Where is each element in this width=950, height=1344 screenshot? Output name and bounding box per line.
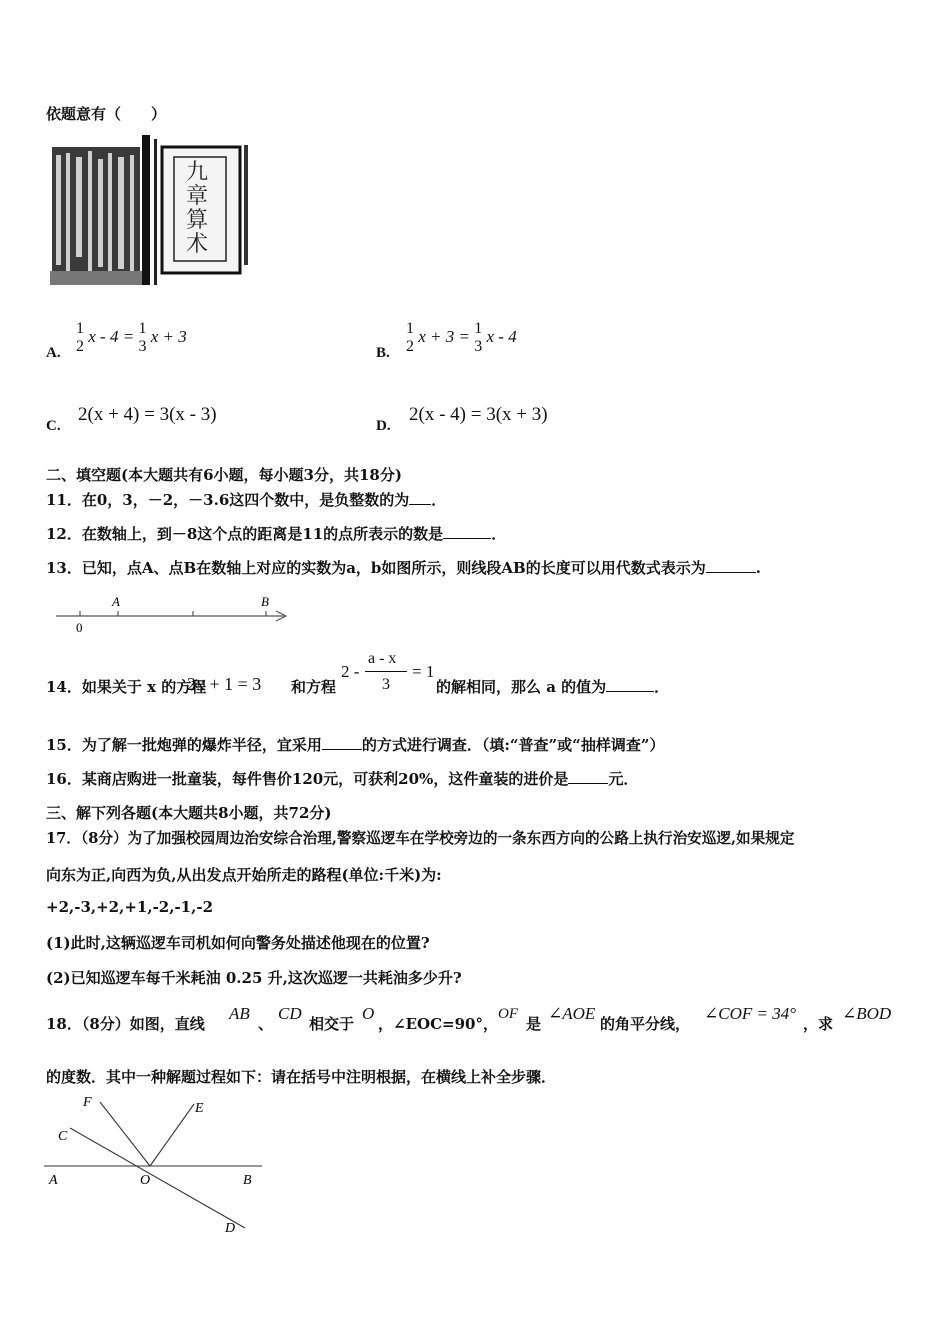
q14-pre: 14．如果关于 x 的方程 [46, 678, 207, 696]
label-zero: 0 [76, 620, 83, 635]
question-15 [46, 734, 664, 755]
q18-bod: ∠BOD [842, 1004, 892, 1023]
q14-eq2-num: a - x [368, 650, 397, 667]
angle-figure [40, 1090, 280, 1240]
label-a: A [112, 594, 120, 609]
q18-ab: AB [229, 1004, 250, 1023]
q13-text: 13．已知，点A、点B在数轴上对应的实数为a，b如图所示，则线段AB的长度可以用代数式表示为 [46, 559, 706, 577]
answer-blank[interactable] [606, 677, 654, 692]
question-13 [46, 557, 761, 578]
question-12 [46, 523, 506, 544]
q14-end: ． [654, 678, 670, 696]
q17-part-2: (2)已知巡逻车每千米耗油 0.25 升,这次巡逻一共耗油多少升? [46, 969, 462, 987]
q12-text: 12．在数轴上，到－8这个点的距离是11的点所表示的数是 [46, 525, 444, 543]
q18-o: O [362, 1004, 375, 1023]
frac-den: 3 [474, 338, 483, 355]
book-title: 九章算术 [186, 160, 209, 257]
label-d: D [225, 1221, 236, 1236]
q18-aoe: ∠AOE [548, 1004, 596, 1023]
q14-eq2-den: 3 [382, 676, 390, 693]
label-c: C [58, 1129, 68, 1144]
q17-line-2: 向东为正,向西为负,从出发点开始所走的路程(单位:千米)为: [46, 866, 442, 884]
label-e: E [195, 1101, 204, 1116]
label-o: O [140, 1173, 151, 1188]
option-b-rhs: x - 4 [486, 326, 517, 346]
section-3-heading: 三、解下列各题(本大题共8小题，共72分) [46, 804, 332, 822]
option-b-lhs: x + 3 = [418, 326, 470, 346]
q14-mid: 和方程 [291, 678, 337, 696]
option-d-label: D. [376, 418, 391, 434]
answer-blank[interactable] [322, 735, 362, 750]
section-2-heading: 二、填空题(本大题共有6小题，每小题3分，共18分) [46, 466, 402, 484]
frac-den: 3 [138, 338, 147, 355]
ray-oe [150, 1104, 194, 1166]
q18-sep: 、 [258, 1015, 274, 1033]
frac-den: 2 [76, 338, 84, 355]
q14-post-text: 的解相同，那么 a 的值为 [436, 678, 607, 696]
label-b: B [243, 1173, 252, 1188]
q11-end: ． [431, 491, 447, 509]
q15-end: 的方式进行调查．（填:“普查”或“抽样调查”） [361, 736, 665, 754]
q11-text: 11．在0，3，－2，－3.6这四个数中，是负整数的为 [46, 491, 410, 509]
label-f: F [83, 1095, 92, 1110]
number-line-figure [50, 590, 300, 636]
label-a: A [49, 1173, 58, 1188]
fraction-bar [365, 671, 407, 672]
line-cd [70, 1128, 245, 1228]
option-a-rhs: x + 3 [150, 326, 187, 346]
q16-end: 元． [608, 770, 639, 788]
q18-of: OF [498, 1006, 518, 1022]
q18-cd: CD [278, 1004, 302, 1023]
q18-cof: ∠COF = 34° [704, 1004, 797, 1023]
frac-num: 1 [474, 320, 483, 337]
frac-num: 1 [76, 320, 84, 337]
q18-eoc: ，∠EOC=90°， [378, 1015, 498, 1033]
q14-post [436, 676, 669, 697]
q13-end: . [755, 559, 761, 577]
option-b-equation [406, 320, 517, 356]
question-11 [46, 489, 446, 510]
answer-blank[interactable] [706, 558, 756, 573]
label-b: B [261, 594, 269, 609]
q16-text: 16．某商店购进一批童装，每件售价120元，可获利20%，这件童装的进价是 [46, 770, 569, 788]
q18-bisector: 的角平分线， [600, 1015, 691, 1033]
answer-blank[interactable] [443, 524, 491, 539]
q17-data: +2,-3,+2,+1,-2,-1,-2 [46, 898, 213, 916]
frac-num: 1 [406, 320, 414, 337]
q17-part-1: (1)此时,这辆巡逻车司机如何向警务处描述他现在的位置? [46, 934, 430, 952]
book-photo [50, 135, 250, 285]
q18-line-2: 的度数．其中一种解题过程如下：请在括号中注明根据，在横线上补全步骤． [46, 1068, 557, 1086]
option-c-equation: 2(x + 4) = 3(x - 3) [78, 404, 217, 425]
q18-intersect: 相交于 [309, 1015, 355, 1033]
frac-den: 2 [406, 338, 414, 355]
answer-blank[interactable] [409, 490, 431, 505]
question-16 [46, 768, 638, 789]
q15-text: 15．为了解一批炮弹的爆炸半径，宜采用 [46, 736, 322, 754]
q14-eq2-left: 2 - [341, 662, 360, 681]
option-c-label: C. [46, 418, 61, 434]
frac-num: 1 [138, 320, 147, 337]
option-a-label: A. [46, 345, 61, 361]
q12-end: ． [491, 525, 507, 543]
ray-of [100, 1102, 150, 1166]
q18-is: 是 [526, 1015, 542, 1033]
q17-line-1: 17．（8分）为了加强校园周边治安综合治理,警察巡逻车在学校旁边的一条东西方向的公路上执行治安巡逻,如果规定 [46, 830, 795, 847]
option-a-equation [76, 320, 187, 356]
q18-find: ，求 [803, 1015, 834, 1033]
q14-equation-1: 2x + 1 = 3 [187, 674, 262, 694]
option-d-equation: 2(x - 4) = 3(x + 3) [409, 404, 548, 425]
answer-blank[interactable] [568, 769, 608, 784]
q14-eq2-right: = 1 [412, 662, 435, 681]
option-b-label: B. [376, 345, 390, 361]
option-a-lhs: x - 4 = [88, 326, 135, 346]
q18-intro: 18．（8分）如图，直线 [46, 1015, 205, 1033]
question-intro: 依题意有（ ） [46, 105, 167, 123]
